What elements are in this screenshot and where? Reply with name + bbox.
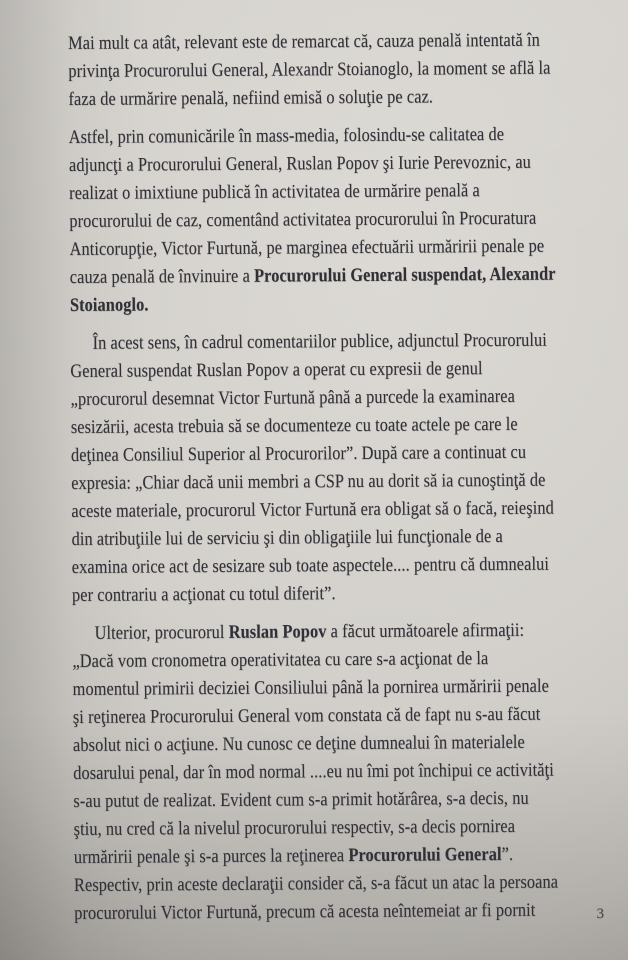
text-run: deţinea Consiliul Superior al Procurorilor”. După care a continuat cu (70, 441, 527, 466)
paragraph (68, 27, 554, 114)
paragraph (69, 121, 556, 320)
text-run: aceste materiale, procurorul Victor Furtună era obligat să o facă, reieşind (71, 497, 554, 522)
text-line (69, 205, 555, 236)
paragraph (72, 617, 560, 928)
text-run: procurorului de caz, comentând activitatea procurorului în Procuratura (69, 207, 537, 232)
text-run: Ulterior, procurorul (94, 621, 229, 644)
text-run: dosarului penal, dar în mod normal ....eu nu îmi pot închipui ce activităţi (73, 759, 554, 784)
text-run: realizat o imixtiune publică în activitatea de urmărire penală a (69, 180, 480, 204)
text-line (70, 261, 556, 292)
text-line (69, 149, 555, 180)
text-line (70, 355, 556, 386)
text-line (68, 83, 554, 114)
text-run: Respectiv, prin aceste declaraţii consider că, s-a făcut un atac la persoana (73, 871, 559, 896)
text-line (69, 177, 555, 208)
text-run: examina orice act de sesizare sub toate aspectele.... pentru că dumnealui (71, 553, 550, 578)
text-line (74, 841, 560, 872)
text-run: din atribuţiile lui de serviciu şi din obligaţiile lui funcţionale de a (71, 525, 503, 550)
text-line (69, 233, 555, 264)
text-run: General suspendat Ruslan Popov a operat cu expresii de genul (70, 358, 483, 382)
text-run: „procurorul desemnat Victor Furtună până a purcede la examinarea (70, 385, 515, 410)
text-line (73, 785, 559, 816)
text-line (72, 579, 558, 610)
text-run: a făcut următoarele afirmaţii: (326, 619, 525, 643)
text-run: ştiu, nu cred că la nivelul procurorului respectiv, s-a decis pornirea (73, 815, 516, 840)
text-line (73, 813, 559, 844)
paragraph (70, 327, 558, 610)
text-line (73, 701, 559, 732)
text-run: şi reţinerea Procurorului General vom constata că de fapt nu s-au făcut (72, 703, 541, 728)
text-run: momentul primirii deciziei Consiliului până la pornirea urmăririi penale (72, 675, 549, 700)
text-run: ”. (501, 843, 514, 865)
text-run: cauza penală de învinuire a (69, 265, 255, 288)
text-run: Anticorupţie, Victor Furtună, pe marginea efectuării urmăririi penale pe (69, 235, 545, 260)
text-run: sesizării, acesta trebuia să se documenteze cu toate actele pe care le (70, 413, 518, 438)
text-line (73, 729, 559, 760)
text-run: adjuncţi a Procurorului General, Ruslan Popov şi Iurie Perevoznic, au (68, 151, 531, 176)
bold-text-run: Procurorului General (348, 843, 502, 867)
text-line (70, 383, 556, 414)
text-line (73, 757, 559, 788)
text-run: Astfel, prin comunicările în mass-media, folosindu-se calitatea de (68, 123, 505, 148)
text-run: procurorului Victor Furtună, precum că acesta neîntemeiat ar fi pornit (74, 899, 536, 924)
text-run: privinţa Procurorului General, Alexandr Stoianoglo, la moment se află la (68, 57, 551, 82)
text-line (72, 645, 558, 676)
text-line (70, 327, 556, 358)
text-run: per contrariu a acţionat cu totul diferit”. (71, 583, 336, 606)
text-run: Mai mult ca atât, relevant este de remarcat că, cauza penală intentată în (68, 29, 540, 54)
text-line (71, 439, 557, 470)
text-run: „Dacă vom cronometra operativitatea cu care s-a acţionat de la (72, 648, 489, 672)
bold-text-run: Ruslan Popov (228, 621, 327, 643)
page-number: 3 (596, 906, 604, 922)
text-line (70, 289, 556, 320)
bold-text-run: Procurorului General suspendat, Alexandr (253, 263, 556, 287)
text-line (73, 673, 559, 704)
text-run: urmăririi penale şi s-a purces la reţinerea (73, 845, 349, 868)
text-column (68, 27, 560, 938)
text-line (72, 617, 558, 648)
text-line (69, 121, 555, 152)
text-run: absolut nici o acţiune. Nu cunosc ce deţine dumnealui în materialele (72, 731, 525, 756)
text-line (71, 495, 557, 526)
text-line (71, 523, 557, 554)
bold-text-run: Stoianoglo. (69, 294, 149, 316)
text-run: În acest sens, în cadrul comentariilor publice, adjunctul Procurorului (92, 329, 547, 354)
text-line (71, 411, 557, 442)
text-line (72, 551, 558, 582)
text-line (68, 55, 554, 86)
text-line (74, 869, 560, 900)
text-line (74, 897, 560, 928)
text-line (71, 467, 557, 498)
text-run: expresia: „Chiar dacă unii membri a CSP nu au dorit să ia cunoştinţă de (71, 469, 546, 494)
text-run: faza de urmărire penală, nefiind emisă o soluţie pe caz. (68, 86, 434, 110)
text-run: s-au putut de realizat. Evident cum s-a primit hotărârea, s-a decis, nu (73, 787, 529, 812)
text-line (68, 27, 554, 58)
